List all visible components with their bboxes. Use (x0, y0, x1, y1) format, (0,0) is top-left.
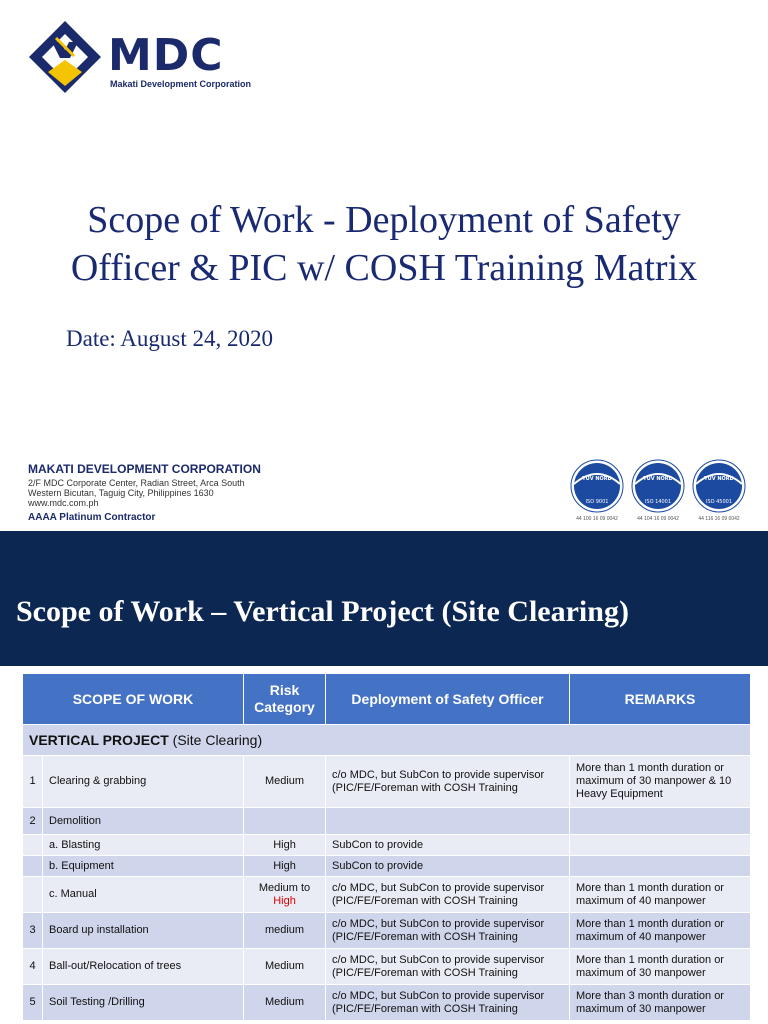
row-scope: a. Blasting (43, 835, 244, 856)
header-deployment: Deployment of Safety Officer (326, 674, 570, 725)
row-number: 5 (23, 985, 43, 1021)
row-deployment: c/o MDC, but SubCon to provide supervisor (PIC/FE/Foreman with COSH Training (326, 985, 570, 1021)
table-row (23, 808, 751, 835)
title-line-2: Officer & PIC w/ COSH Training Matrix (70, 247, 698, 289)
row-deployment: c/o MDC, but SubCon to provide supervisor (PIC/FE/Foreman with COSH Training (326, 949, 570, 985)
header-scope-of-work: SCOPE OF WORK (23, 674, 244, 725)
title-line-1: Scope of Work - Deployment of Safety (87, 199, 681, 241)
row-number: 4 (23, 949, 43, 985)
address-line-1: 2/F MDC Corporate Center, Radian Street, Arca South (28, 478, 245, 488)
certification-badges (570, 458, 746, 524)
cert-badge-iso9001 (570, 458, 624, 524)
slide-title (10, 196, 758, 292)
table-row (23, 756, 751, 808)
row-risk: medium (244, 913, 326, 949)
cert-badge-iso45001 (692, 458, 746, 524)
table-row (23, 985, 751, 1021)
company-name: MAKATI DEVELOPMENT CORPORATION (28, 462, 261, 476)
row-remarks: More than 3 month duration or maximum of 30 manpower (570, 985, 751, 1021)
row-risk: High (244, 835, 326, 856)
row-risk: Medium (244, 985, 326, 1021)
table-header-row (23, 674, 751, 725)
row-deployment: c/o MDC, but SubCon to provide supervisor (PIC/FE/Foreman with COSH Training (326, 913, 570, 949)
slide-date: Date: August 24, 2020 (66, 326, 273, 351)
row-risk: High (244, 856, 326, 877)
row-scope: b. Equipment (43, 856, 244, 877)
row-deployment: SubCon to provide (326, 835, 570, 856)
row-number: 2 (23, 808, 43, 835)
row-number: 1 (23, 756, 43, 808)
row-scope: Soil Testing /Drilling (43, 985, 244, 1021)
mdc-logo-mark-icon (28, 20, 102, 94)
cert-1-brand: TÜV NORD (582, 476, 612, 482)
row-risk: Medium (244, 949, 326, 985)
cert-3-id: 44 116 16 09 0042 (698, 516, 740, 522)
cert-1-id: 44 100 16 09 0042 (576, 516, 618, 522)
row-risk: Medium to High (244, 877, 326, 913)
row-scope: c. Manual (43, 877, 244, 913)
table-row (23, 877, 751, 913)
cert-badge-iso14001 (631, 458, 685, 524)
header-remarks: REMARKS (570, 674, 751, 725)
row-remarks: More than 1 month duration or maximum of 30 manpower (570, 949, 751, 985)
row-risk: Medium (244, 756, 326, 808)
logo-wordmark: MDC (108, 30, 224, 81)
table-section-row (23, 725, 751, 756)
cert-2-id: 44 104 16 09 0042 (637, 516, 679, 522)
company-tagline: AAAA Platinum Contractor (28, 512, 156, 523)
row-scope: Ball-out/Relocation of trees (43, 949, 244, 985)
row-deployment: c/o MDC, but SubCon to provide supervisor (PIC/FE/Foreman with COSH Training (326, 756, 570, 808)
row-scope: Clearing & grabbing (43, 756, 244, 808)
address-line-2: Western Bicutan, Taguig City, Philippines 1630 (28, 488, 214, 498)
company-address (28, 478, 348, 508)
logo-subtitle: Makati Development Corporation (110, 79, 252, 89)
row-remarks: More than 1 month duration or maximum of 30 manpower & 10 Heavy Equipment (570, 756, 751, 808)
cert-1-standard: ISO 9001 (585, 499, 609, 505)
header-risk-category: Risk Category (244, 674, 326, 725)
row-remarks: More than 1 month duration or maximum of 40 manpower (570, 877, 751, 913)
slide-banner (0, 531, 768, 666)
cert-2-standard: ISO 14001 (644, 499, 672, 505)
table-row (23, 856, 751, 877)
table-row (23, 835, 751, 856)
row-remarks: More than 1 month duration or maximum of 40 manpower (570, 913, 751, 949)
table-row (23, 949, 751, 985)
company-info (28, 462, 348, 523)
cert-3-brand: TÜV NORD (704, 476, 734, 482)
section-label: VERTICAL PROJECT (Site Clearing) (23, 725, 751, 756)
row-deployment: c/o MDC, but SubCon to provide supervisor (PIC/FE/Foreman with COSH Training (326, 877, 570, 913)
row-deployment: SubCon to provide (326, 856, 570, 877)
row-scope: Board up installation (43, 913, 244, 949)
table-row (23, 913, 751, 949)
tuv-nord-badge-icon (631, 458, 685, 514)
mdc-logo (28, 20, 268, 94)
cert-2-brand: TÜV NORD (643, 476, 673, 482)
row-scope: Demolition (43, 808, 244, 835)
tuv-nord-badge-icon (570, 458, 624, 514)
cert-3-standard: ISO 45001 (705, 499, 733, 505)
matrix-slide (0, 531, 768, 1024)
scope-of-work-table (22, 673, 751, 1021)
tuv-nord-badge-icon (692, 458, 746, 514)
company-website: www.mdc.com.ph (28, 498, 99, 508)
banner-title: Scope of Work – Vertical Project (Site Clearing) (16, 595, 629, 628)
row-number: 3 (23, 913, 43, 949)
